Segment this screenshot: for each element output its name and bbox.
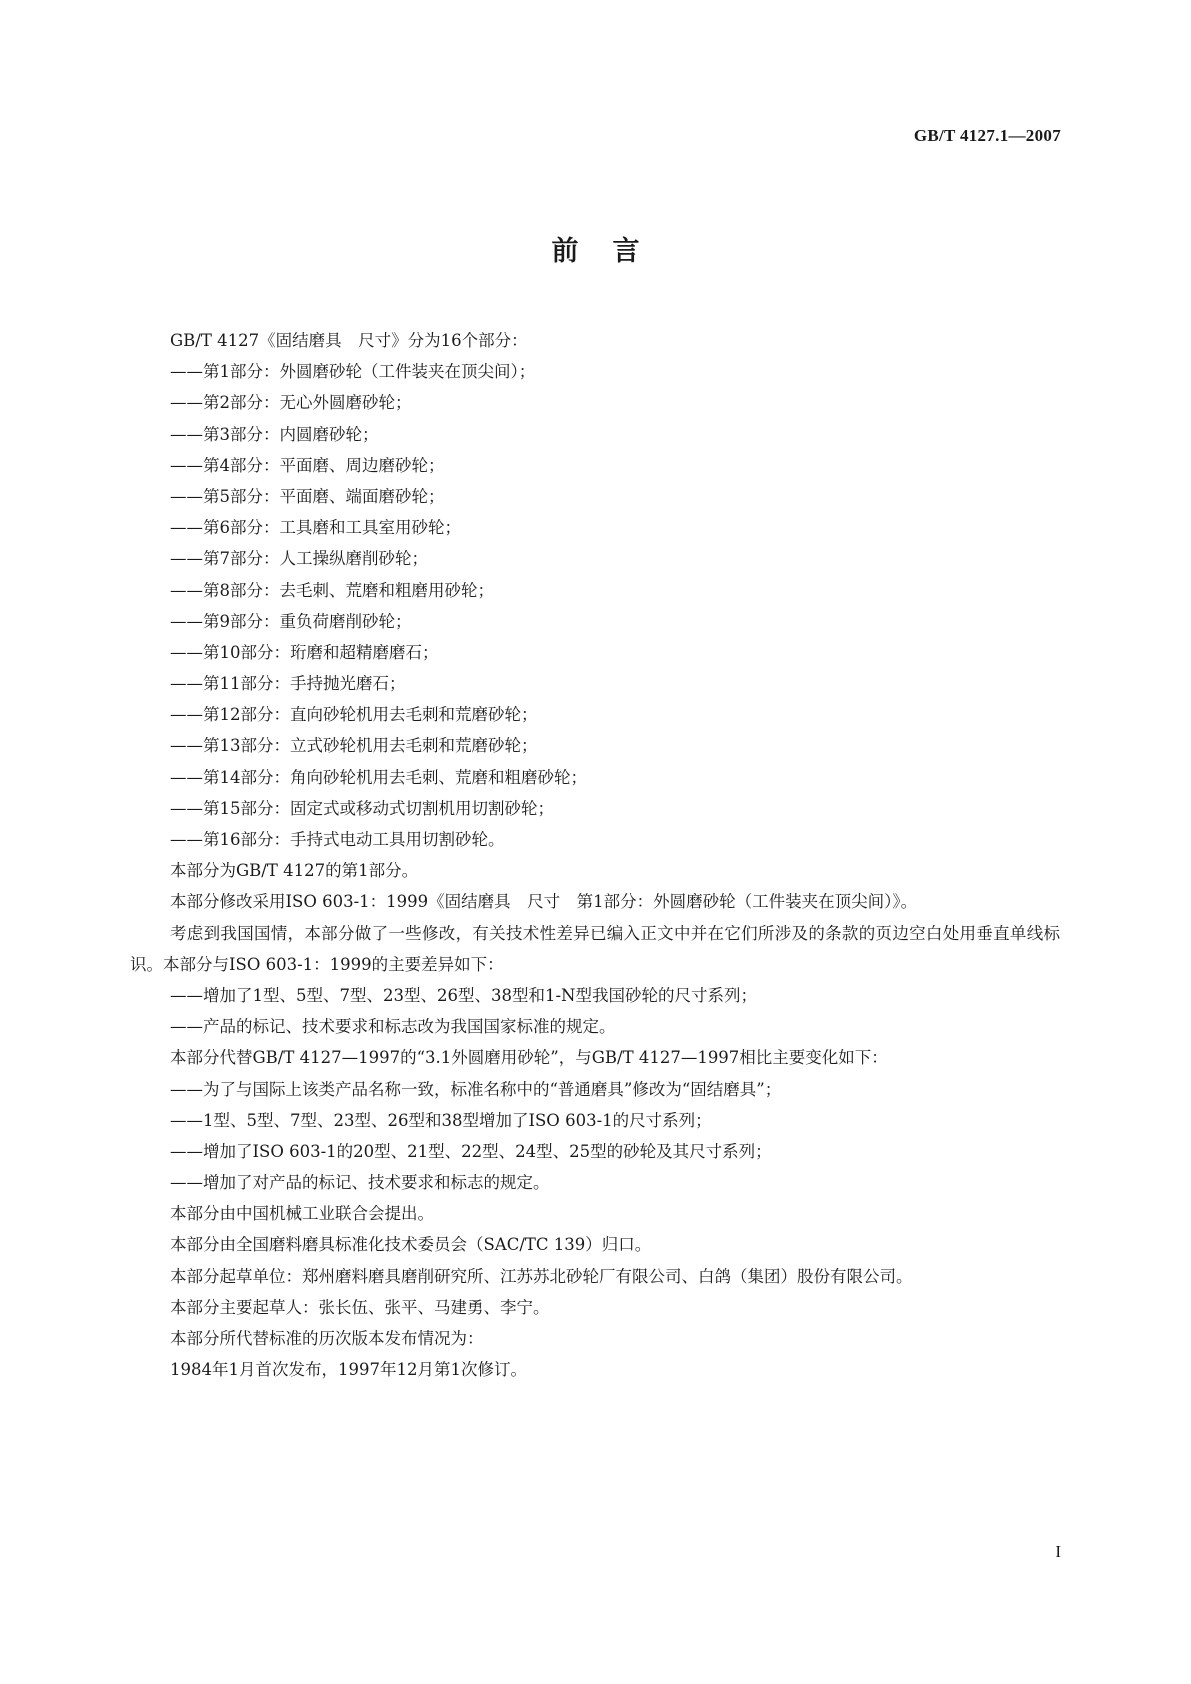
list-item-part-10: ——第10部分：珩磨和超精磨磨石； bbox=[170, 642, 439, 662]
list-item-change-2: ——1型、5型、7型、23型、26型和38型增加了ISO 603-1的尺寸系列； bbox=[170, 1110, 712, 1130]
list-item-change-4: ——增加了对产品的标记、技术要求和标志的规定。 bbox=[170, 1173, 550, 1193]
list-item-part-16: ——第16部分：手持式电动工具用切割砂轮。 bbox=[170, 830, 505, 849]
paragraph-proposer: 本部分由中国机械工业联合会提出。 bbox=[170, 1204, 434, 1224]
list-item-part-9: ——第9部分：重负荷磨削砂轮； bbox=[170, 611, 412, 631]
standard-number: GB/T 4127.1—2007 bbox=[913, 126, 1061, 145]
list-item-part-5: ——第5部分：平面磨、端面磨砂轮； bbox=[170, 486, 445, 506]
list-item-part-2: ——第2部分：无心外圆磨砂轮； bbox=[170, 393, 412, 413]
paragraph-replacement: 本部分代替GB/T 4127—1997的“3.1外圆磨用砂轮”，与GB/T 4127—1997相比主要变化如下： bbox=[170, 1048, 888, 1068]
list-item-part-1: ——第1部分：外圆磨砂轮（工件装夹在顶尖间）； bbox=[170, 362, 536, 382]
paragraph-drafting-units: 本部分起草单位：郑州磨料磨具磨削研究所、江苏苏北砂轮厂有限公司、白鸽（集团）股份有限公司。 bbox=[170, 1266, 913, 1286]
paragraph-differences: 考虑到我国国情，本部分做了一些修改，有关技术性差异已编入正文中并在它们所涉及的条款的页边空白处用垂直单线标识。本部分与ISO 603-1：1999的主要差异如下： bbox=[130, 923, 1060, 974]
paragraph-part-statement: 本部分为GB/T 4127的第1部分。 bbox=[170, 861, 419, 881]
list-item-part-3: ——第3部分：内圆磨砂轮； bbox=[170, 424, 379, 444]
list-item-part-8: ——第8部分：去毛刺、荒磨和粗磨用砂轮； bbox=[170, 580, 494, 600]
page-number: I bbox=[1055, 1542, 1061, 1561]
list-item-part-13: ——第13部分：立式砂轮机用去毛刺和荒磨砂轮； bbox=[170, 736, 538, 756]
paragraph-iso-adoption: 本部分修改采用ISO 603-1：1999《固结磨具 尺寸 第1部分：外圆磨砂轮（工件装夹在顶尖间）》。 bbox=[170, 892, 918, 912]
list-item-part-6: ——第6部分：工具磨和工具室用砂轮； bbox=[170, 518, 461, 538]
list-item-part-15: ——第15部分：固定式或移动式切割机用切割砂轮； bbox=[170, 798, 554, 818]
list-item-part-4: ——第4部分：平面磨、周边磨砂轮； bbox=[170, 455, 445, 475]
paragraph-intro: GB/T 4127《固结磨具 尺寸》分为16个部分： bbox=[170, 331, 528, 350]
page-title: 前言 bbox=[551, 236, 674, 267]
list-item-change-3: ——增加了ISO 603-1的20型、21型、22型、24型、25型的砂轮及其尺寸系列； bbox=[170, 1141, 772, 1161]
list-item-change-1: ——为了与国际上该类产品名称一致，标准名称中的“普通磨具”修改为“固结磨具”； bbox=[170, 1079, 782, 1099]
list-item-difference-2: ——产品的标记、技术要求和标志改为我国国家标准的规定。 bbox=[170, 1017, 616, 1037]
list-item-part-14: ——第14部分：角向砂轮机用去毛刺、荒磨和粗磨砂轮； bbox=[170, 767, 587, 787]
paragraph-drafters: 本部分主要起草人：张长伍、张平、马建勇、李宁。 bbox=[170, 1297, 550, 1317]
paragraph-history: 1984年1月首次发布，1997年12月第1次修订。 bbox=[170, 1360, 527, 1380]
list-item-part-12: ——第12部分：直向砂轮机用去毛刺和荒磨砂轮； bbox=[170, 705, 538, 725]
paragraph-history-intro: 本部分所代替标准的历次版本发布情况为： bbox=[170, 1329, 484, 1349]
foreword-body bbox=[130, 325, 1060, 1385]
paragraph-committee: 本部分由全国磨料磨具标准化技术委员会（SAC/TC 139）归口。 bbox=[170, 1235, 652, 1255]
list-item-part-11: ——第11部分：手持抛光磨石； bbox=[170, 674, 406, 694]
list-item-part-7: ——第7部分：人工操纵磨削砂轮； bbox=[170, 549, 428, 569]
list-item-difference-1: ——增加了1型、5型、7型、23型、26型、38型和1-N型我国砂轮的尺寸系列； bbox=[170, 985, 757, 1005]
